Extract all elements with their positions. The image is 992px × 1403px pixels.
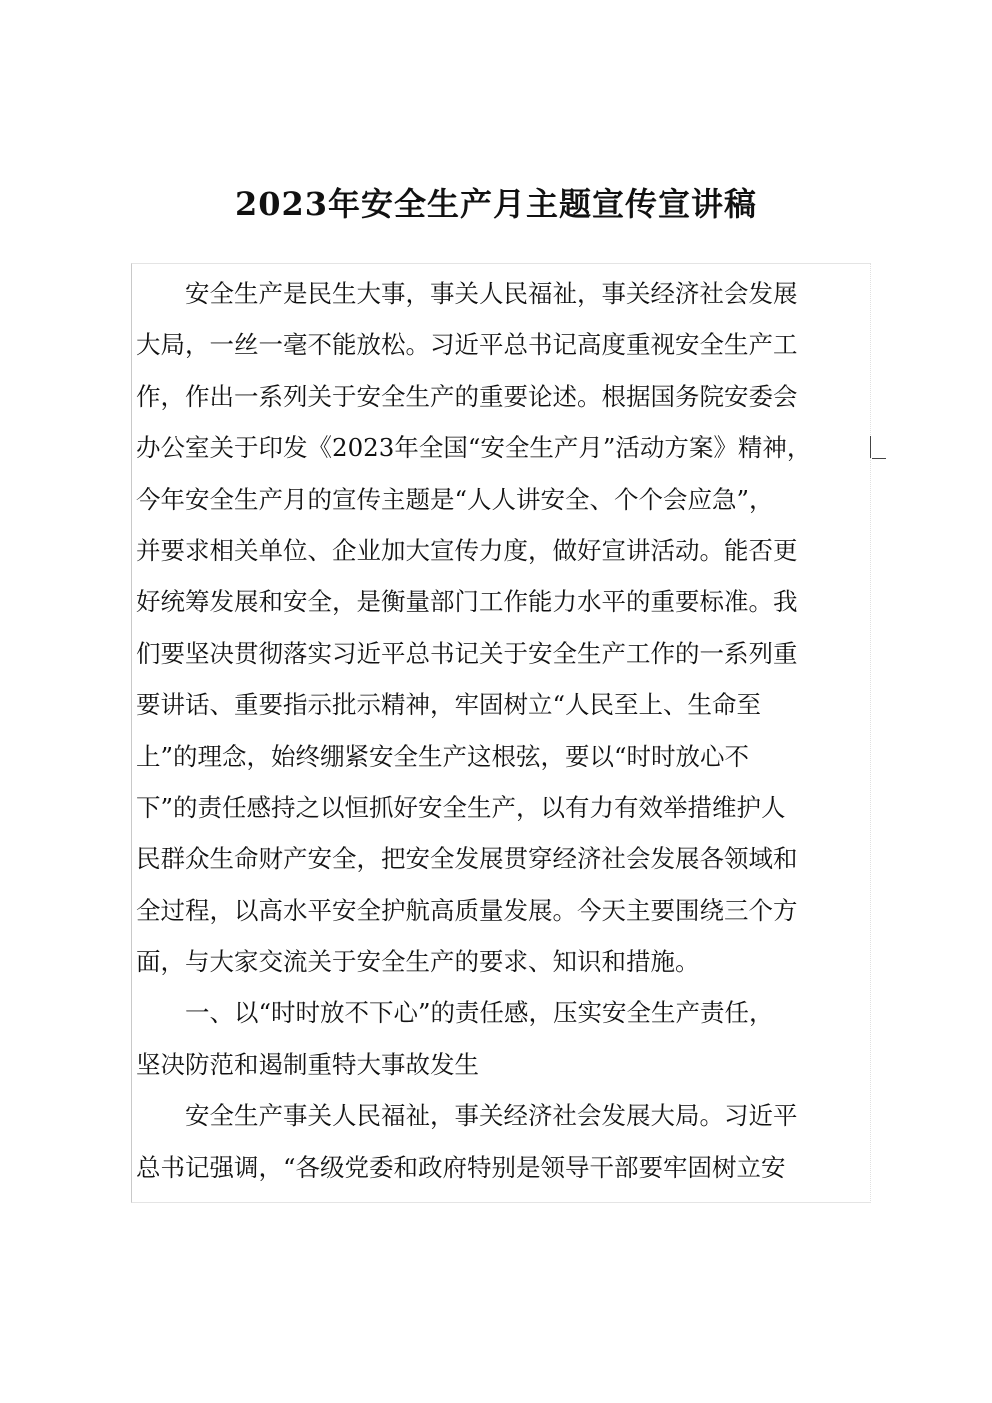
paragraph-2-line-1: 安全生产事关人民福祉，事关经济社会发展大局。习近平 xyxy=(185,1101,798,1131)
paragraph-1-line-12: 民群众生命财产安全，把安全发展贯穿经济社会发展各领域和 xyxy=(136,844,798,874)
paragraph-1-line-13: 全过程，以高水平安全护航高质量发展。今天主要围绕三个方 xyxy=(136,895,798,925)
paragraph-1-line-4: 办公室关于印发《2023年全国“安全生产月”活动方案》精神， xyxy=(136,433,812,463)
paragraph-1-line-5: 今年安全生产月的宣传主题是“人人讲安全、个个会应急”， xyxy=(136,484,774,514)
paragraph-1-line-6: 并要求相关单位、企业加大宣传力度，做好宣讲活动。能否更 xyxy=(136,535,798,565)
document-body[interactable] xyxy=(136,268,861,1193)
paragraph-1-line-11: 下”的责任感持之以恒抓好安全生产，以有力有效举措维护人 xyxy=(136,792,786,822)
section-heading-line-2: 坚决防范和遏制重特大事故发生 xyxy=(136,1049,479,1079)
paragraph-2-line-2: 总书记强调，“各级党委和政府特别是领导干部要牢固树立安 xyxy=(136,1152,786,1182)
paragraph-1-line-8: 们要坚决贯彻落实习近平总书记关于安全生产工作的一系列重 xyxy=(136,638,798,668)
text-cursor-marker xyxy=(872,436,886,459)
paragraph-1-line-14: 面，与大家交流关于安全生产的要求、知识和措施。 xyxy=(136,947,700,977)
document-title: 2023年安全生产月主题宣传宣讲稿 xyxy=(234,185,758,223)
paragraph-1-line-7: 好统筹发展和安全，是衡量部门工作能力水平的重要标准。我 xyxy=(136,587,798,617)
paragraph-1-line-3: 作，作出一系列关于安全生产的重要论述。根据国务院安委会 xyxy=(136,381,798,411)
paragraph-1-line-10: 上”的理念，始终绷紧安全生产这根弦，要以“时时放心不 xyxy=(136,741,750,771)
paragraph-1-line-2: 大局，一丝一毫不能放松。习近平总书记高度重视安全生产工 xyxy=(136,330,798,360)
section-heading-line-1: 一、以“时时放不下心”的责任感，压实安全生产责任， xyxy=(185,998,774,1028)
paragraph-1-line-9: 要讲话、重要指示批示精神，牢固树立“人民至上、生命至 xyxy=(136,690,762,720)
paragraph-1-line-1: 安全生产是民生大事，事关人民福祉，事关经济社会发展 xyxy=(185,279,798,308)
